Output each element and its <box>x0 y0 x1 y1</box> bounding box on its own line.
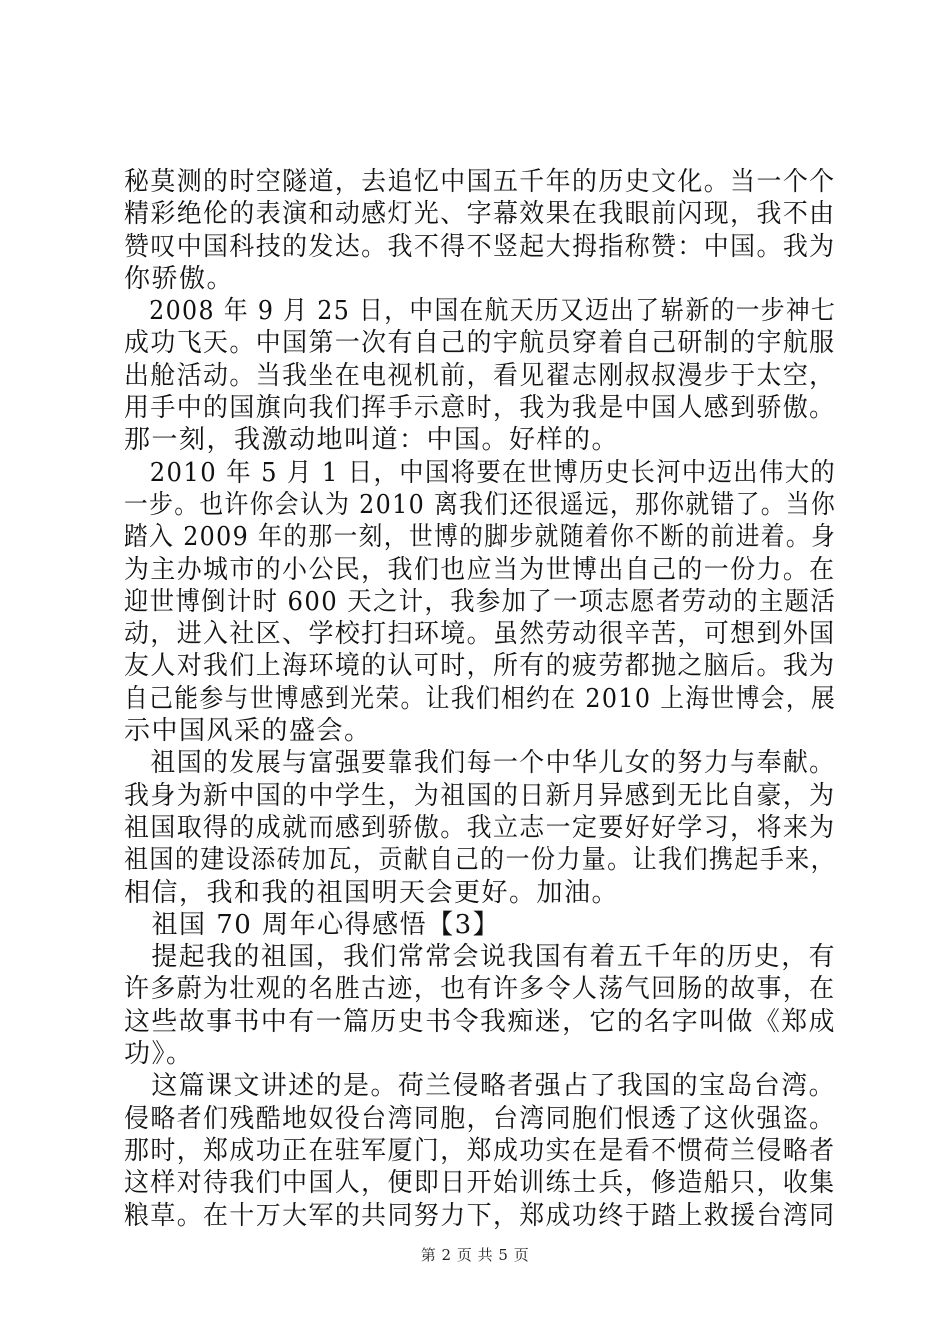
text-line: 赞叹中国科技的发达。我不得不竖起大拇指称赞：中国。我为 <box>124 231 836 262</box>
text-line: 成功飞天。中国第一次有自己的宇航员穿着自己研制的宇航服 <box>124 328 836 359</box>
text-line: 相信，我和我的祖国明天会更好。加油。 <box>124 877 620 908</box>
text-line: 这些故事书中有一篇历史书令我痴迷，它的名字叫做《郑成 <box>124 1006 837 1037</box>
text-line: 那一刻，我激动地叫道：中国。好样的。 <box>124 425 620 456</box>
text-line: 粮草。在十万大军的共同努力下，郑成功终于踏上救援台湾同 <box>124 1200 836 1231</box>
text-line: 动，进入社区、学校打扫环境。虽然劳动很辛苦，可想到外国 <box>124 619 836 650</box>
text-line: 祖国的建设添砖加瓦，贡献自己的一份力量。让我们携起手来， <box>124 845 837 876</box>
text-line: 友人对我们上海环境的认可时，所有的疲劳都抛之脑后。我为 <box>124 651 836 682</box>
text-line: 提起我的祖国，我们常常会说我国有着五千年的历史，有 <box>124 942 837 973</box>
text-line: 一步。也许你会认为 2010 离我们还很遥远，那你就错了。当你 <box>124 489 837 520</box>
text-line: 精彩绝伦的表演和动感灯光、字幕效果在我眼前闪现，我不由 <box>124 199 836 230</box>
text-line: 那时，郑成功正在驻军厦门，郑成功实在是看不惯荷兰侵略者 <box>124 1135 836 1166</box>
text-line: 许多蔚为壮观的名胜古迹，也有许多令人荡气回肠的故事，在 <box>124 974 836 1005</box>
text-line: 踏入 2009 年的那一刻，世博的脚步就随着你不断的前进着。身 <box>124 522 837 553</box>
text-line: 祖国的发展与富强要靠我们每一个中华儿女的努力与奉献。 <box>124 748 836 779</box>
text-line: 出舱活动。当我坐在电视机前，看见翟志刚叔叔漫步于太空， <box>124 360 836 391</box>
text-line: 迎世博倒计时 600 天之计，我参加了一项志愿者劳动的主题活 <box>124 586 837 617</box>
section-heading: 祖国 70 周年心得感悟【3】 <box>124 909 501 940</box>
text-line: 功》。 <box>124 1039 194 1070</box>
page-number-label: 第 2 页 共 5 页 <box>420 1246 530 1264</box>
text-line: 侵略者们残酷地奴役台湾同胞，台湾同胞们恨透了这伙强盗。 <box>124 1103 836 1134</box>
text-line: 这篇课文讲述的是。荷兰侵略者强占了我国的宝岛台湾。 <box>124 1071 837 1102</box>
text-line: 秘莫测的时空隧道，去追忆中国五千年的历史文化。当一个个 <box>124 167 836 197</box>
text-line: 祖国取得的成就而感到骄傲。我立志一定要好好学习，将来为 <box>124 812 836 843</box>
text-line: 自己能参与世博感到光荣。让我们相约在 2010 上海世博会，展 <box>124 683 837 714</box>
text-line: 2008 年 9 月 25 日，中国在航天历又迈出了崭新的一步神七 <box>124 296 837 327</box>
document-body <box>124 166 836 1232</box>
text-line: 示中国风采的盛会。 <box>124 716 372 747</box>
text-line: 我身为新中国的中学生，为祖国的日新月异感到无比自豪，为 <box>124 780 836 811</box>
page-footer <box>0 1244 950 1265</box>
text-line: 为主办城市的小公民，我们也应当为世博出自己的一份力。在 <box>124 554 836 585</box>
text-line: 用手中的国旗向我们挥手示意时，我为我是中国人感到骄傲。 <box>124 393 836 424</box>
text-line: 这样对待我们中国人，便即日开始训练士兵，修造船只，收集 <box>124 1168 836 1199</box>
text-line: 你骄傲。 <box>124 263 235 294</box>
text-line: 2010 年 5 月 1 日，中国将要在世博历史长河中迈出伟大的 <box>124 457 837 488</box>
